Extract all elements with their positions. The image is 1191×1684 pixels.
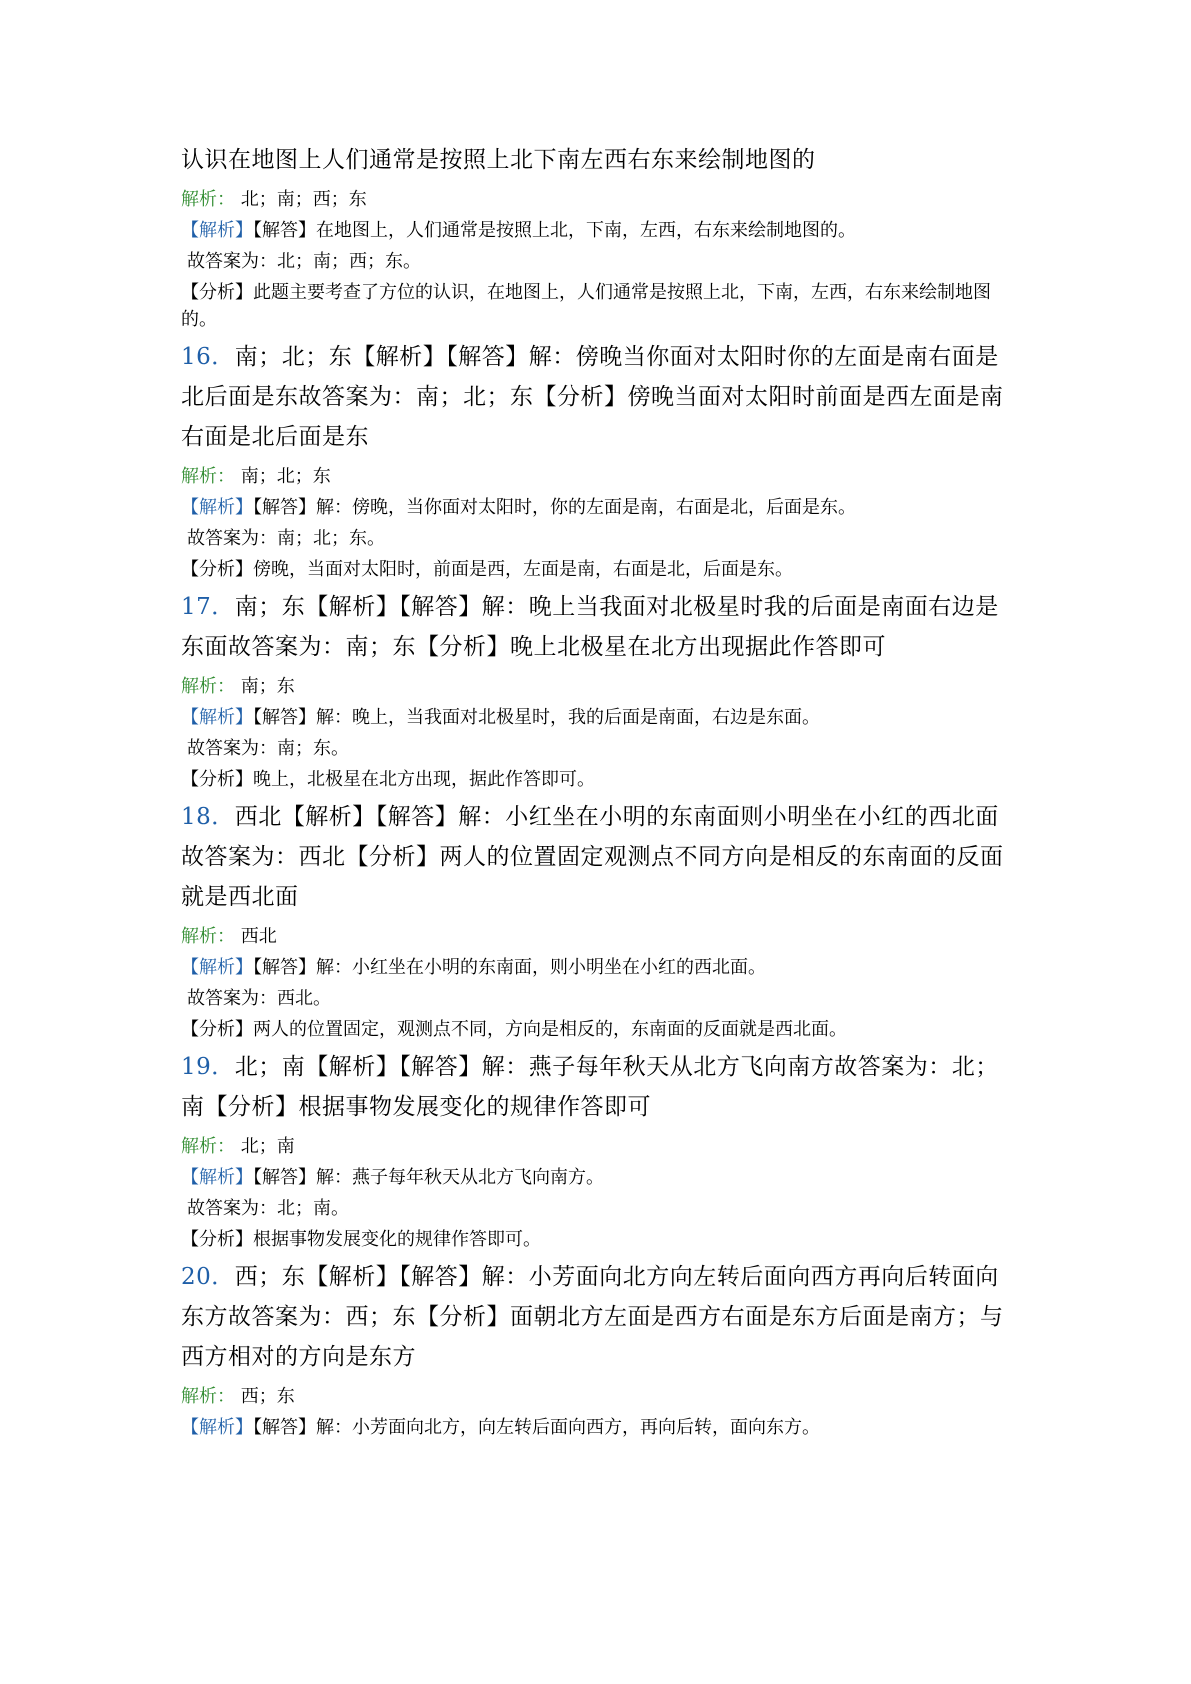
question-number: 20． [181, 1264, 235, 1290]
question-body: 北；南【解析】【解答】解：燕子每年秋天从北方飞向南方故答案为：北；南【分析】根据事物发展变化的规律作答即可 [181, 1054, 999, 1120]
jiexi-value: 西；东 [240, 1386, 295, 1407]
jiexi-tag: 【解析】 [181, 1417, 253, 1438]
jiexi-line [181, 1133, 1021, 1161]
jiexi-tag: 【解析】 [181, 220, 253, 241]
jieda-text: 【解答】解：晚上，当我面对北极星时，我的后面是南面，右边是东面。 [253, 707, 820, 728]
question-body: 南；东【解析】【解答】解：晚上当我面对北极星时我的后面是南面右边是东面故答案为：南；东【分析】晚上北极星在北方出现据此作答即可 [181, 594, 999, 660]
jiexi-tag: 【解析】 [181, 707, 253, 728]
analysis-line: 【分析】根据事物发展变化的规律作答即可。 [181, 1229, 541, 1250]
jiexi-tag: 【解析】 [181, 1167, 253, 1188]
jieda-line [181, 1164, 1021, 1191]
intro-answer-line: 故答案为：北；南；西；东。 [187, 251, 421, 272]
jiexi-label: 解析： [181, 926, 235, 947]
answer-line: 故答案为：南；东。 [187, 738, 349, 759]
jiexi-label: 解析： [181, 466, 235, 487]
answer-line: 故答案为：西北。 [187, 988, 331, 1009]
jiexi-label: 解析： [181, 189, 235, 210]
analysis-line: 【分析】两人的位置固定，观测点不同，方向是相反的，东南面的反面就是西北面。 [181, 1019, 847, 1040]
question-number: 16． [181, 344, 235, 370]
jiexi-value: 西北 [240, 926, 277, 947]
intro-jieda-line [181, 217, 1021, 244]
question-body: 西北【解析】【解答】解：小红坐在小明的东南面则小明坐在小红的西北面故答案为：西北【分析】两人的位置固定观测点不同方向是相反的东南面的反面就是西北面 [181, 804, 1004, 910]
jieda-text: 【解答】解：小红坐在小明的东南面，则小明坐在小红的西北面。 [253, 957, 766, 978]
question-text [181, 1257, 1021, 1377]
jiexi-value: 北；南 [240, 1136, 295, 1157]
question-item-18 [181, 797, 1021, 1043]
jiexi-line [181, 1383, 1021, 1411]
jiexi-value: 南；北；东 [240, 466, 331, 487]
intro-text: 认识在地图上人们通常是按照上北下南左西右东来绘制地图的 [181, 147, 816, 173]
question-body: 南；北；东【解析】【解答】解：傍晚当你面对太阳时你的左面是南右面是北后面是东故答案为：南；北；东【分析】傍晚当面对太阳时前面是西左面是南右面是北后面是东 [181, 344, 1004, 450]
jieda-text: 【解答】在地图上，人们通常是按照上北，下南，左西，右东来绘制地图的。 [253, 220, 856, 241]
intro-jiexi-line [181, 186, 1021, 214]
question-item-20 [181, 1257, 1021, 1441]
jiexi-value: 北；南；西；东 [240, 189, 367, 210]
jieda-text: 【解答】解：傍晚，当你面对太阳时，你的左面是南，右面是北，后面是东。 [253, 497, 856, 518]
jiexi-line [181, 463, 1021, 491]
answer-line: 故答案为：北；南。 [187, 1198, 349, 1219]
jiexi-line [181, 923, 1021, 951]
jieda-line [181, 494, 1021, 521]
jieda-text: 【解答】解：小芳面向北方，向左转后面向西方，再向后转，面向东方。 [253, 1417, 820, 1438]
intro-block [181, 140, 1021, 333]
jiexi-tag: 【解析】 [181, 957, 253, 978]
question-item-17 [181, 587, 1021, 793]
jiexi-value: 南；东 [240, 676, 295, 697]
jiexi-tag: 【解析】 [181, 497, 253, 518]
jieda-line [181, 954, 1021, 981]
jiexi-label: 解析： [181, 1386, 235, 1407]
answer-line: 故答案为：南；北；东。 [187, 528, 385, 549]
question-number: 19． [181, 1054, 235, 1080]
analysis-line: 【分析】傍晚，当面对太阳时，前面是西，左面是南，右面是北，后面是东。 [181, 559, 793, 580]
question-text [181, 1047, 1021, 1127]
jiexi-line [181, 673, 1021, 701]
jiexi-label: 解析： [181, 676, 235, 697]
question-text [181, 337, 1021, 457]
question-item-16 [181, 337, 1021, 583]
question-text [181, 797, 1021, 917]
question-item-19 [181, 1047, 1021, 1253]
question-text [181, 587, 1021, 667]
jieda-line [181, 1414, 1021, 1441]
question-number: 18． [181, 804, 235, 830]
intro-analysis-line: 【分析】此题主要考查了方位的认识，在地图上，人们通常是按照上北，下南，左西，右东来绘制地图的。 [181, 282, 991, 330]
jieda-text: 【解答】解：燕子每年秋天从北方飞向南方。 [253, 1167, 604, 1188]
question-number: 17． [181, 594, 235, 620]
jieda-line [181, 704, 1021, 731]
question-body: 西；东【解析】【解答】解：小芳面向北方向左转后面向西方再向后转面向东方故答案为：西；东【分析】面朝北方左面是西方右面是东方后面是南方；与西方相对的方向是东方 [181, 1264, 1004, 1370]
analysis-line: 【分析】晚上，北极星在北方出现，据此作答即可。 [181, 769, 595, 790]
jiexi-label: 解析： [181, 1136, 235, 1157]
